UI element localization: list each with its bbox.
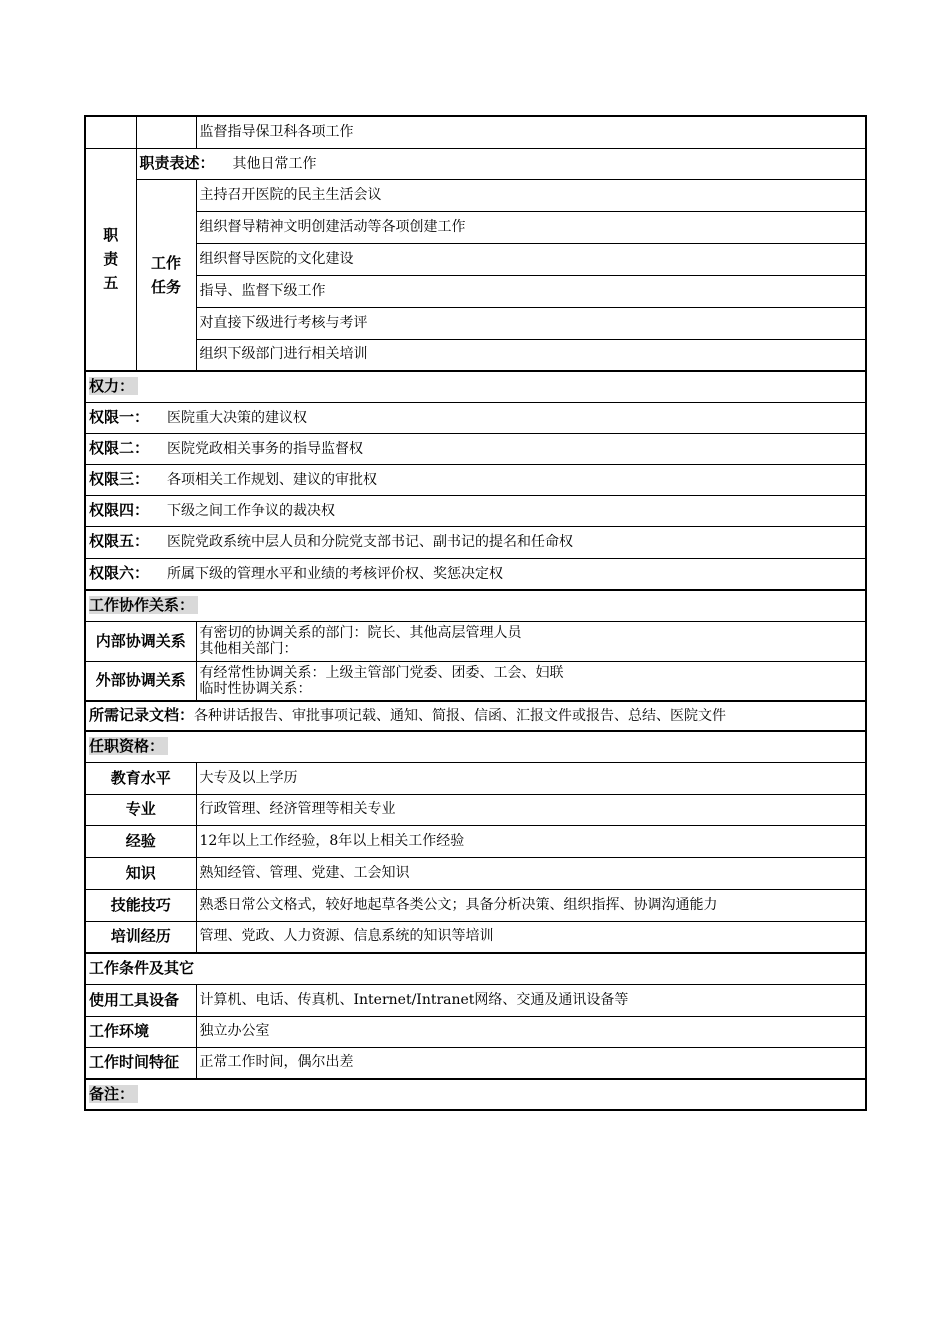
- qualification-label: 培训经历: [85, 921, 196, 953]
- qualification-text: 管理、党政、人力资源、信息系统的知识等培训: [196, 921, 866, 953]
- duty5-desc: [136, 148, 866, 179]
- condition-label: 工作时间特征: [85, 1047, 196, 1079]
- task-item: 指导、监督下级工作: [196, 275, 866, 307]
- duty5-desc-text: 其他日常工作: [232, 155, 317, 172]
- authority-item: 权限一： 医院重大决策的建议权: [85, 402, 866, 433]
- task-item: 组织督导精神文明创建活动等各项创建工作: [196, 211, 866, 243]
- blank-cell: [85, 116, 136, 148]
- qualification-label: 教育水平: [85, 762, 196, 794]
- condition-text: 正常工作时间，偶尔出差: [196, 1047, 866, 1079]
- duty5-label-char: 责: [103, 250, 119, 269]
- records-label: 所需记录文档：: [89, 706, 195, 724]
- notes-title: 备注：: [85, 1079, 866, 1110]
- duty5-label-char: 职: [103, 226, 119, 245]
- task-label-part: 工作: [150, 253, 181, 272]
- authority-item: 权限二： 医院党政相关事务的指导监督权: [85, 433, 866, 464]
- condition-text: 计算机、电话、传真机、Internet/Intranet网络、交通及通讯设备等: [196, 984, 866, 1016]
- relations-title: 工作协作关系：: [85, 590, 866, 621]
- authority-item: 权限三： 各项相关工作规划、建议的审批权: [85, 464, 866, 495]
- task-item: 组织下级部门进行相关培训: [196, 339, 866, 371]
- qualifications-title: 任职资格：: [85, 731, 866, 762]
- authority-title: 权力：: [85, 371, 866, 402]
- duty5-desc-label: 职责表述：: [139, 153, 215, 172]
- qualification-label: 经验: [85, 825, 196, 857]
- prev-task: 监督指导保卫科各项工作: [196, 116, 866, 148]
- qualification-text: 12年以上工作经验，8年以上相关工作经验: [196, 825, 866, 857]
- qualification-label: 专业: [85, 794, 196, 825]
- authority-item: 权限四： 下级之间工作争议的裁决权: [85, 495, 866, 526]
- task-item: 主持召开医院的民主生活会议: [196, 179, 866, 211]
- task-label-part: 任务: [150, 277, 181, 296]
- job-table: [84, 115, 867, 1111]
- qualification-text: 行政管理、经济管理等相关专业: [196, 794, 866, 825]
- internal-relations-label: 内部协调关系: [85, 621, 196, 661]
- qualification-text: 大专及以上学历: [196, 762, 866, 794]
- qualification-text: 熟悉日常公文格式，较好地起草各类公文；具备分析决策、组织指挥、协调沟通能力: [196, 889, 866, 921]
- blank-cell: [136, 116, 196, 148]
- task-item: 对直接下级进行考核与考评: [196, 307, 866, 339]
- qualification-label: 知识: [85, 857, 196, 889]
- external-relations-label: 外部协调关系: [85, 661, 196, 701]
- task-item: 组织督导医院的文化建设: [196, 243, 866, 275]
- condition-label: 工作环境: [85, 1016, 196, 1047]
- task-label: [136, 179, 196, 371]
- duty5-label-char: 五: [103, 274, 119, 293]
- qualification-label: 技能技巧: [85, 889, 196, 921]
- condition-label: 使用工具设备: [85, 984, 196, 1016]
- qualification-text: 熟知经管、管理、党建、工会知识: [196, 857, 866, 889]
- records-row: [85, 701, 866, 731]
- job-description-sheet: [84, 115, 865, 1111]
- conditions-title: 工作条件及其它: [85, 953, 866, 984]
- internal-relations-text: 有密切的协调关系的部门：院长、其他高层管理人员 其他相关部门：: [196, 621, 866, 661]
- authority-item: 权限六： 所属下级的管理水平和业绩的考核评价权、奖惩决定权: [85, 558, 866, 590]
- duty5-label: [85, 148, 136, 371]
- condition-text: 独立办公室: [196, 1016, 866, 1047]
- authority-item: 权限五： 医院党政系统中层人员和分院党支部书记、副书记的提名和任命权: [85, 526, 866, 558]
- external-relations-text: 有经常性协调关系：上级主管部门党委、团委、工会、妇联 临时性协调关系：: [196, 661, 866, 701]
- records-text: 各种讲话报告、审批事项记载、通知、简报、信函、汇报文件或报告、总结、医院文件: [194, 708, 727, 724]
